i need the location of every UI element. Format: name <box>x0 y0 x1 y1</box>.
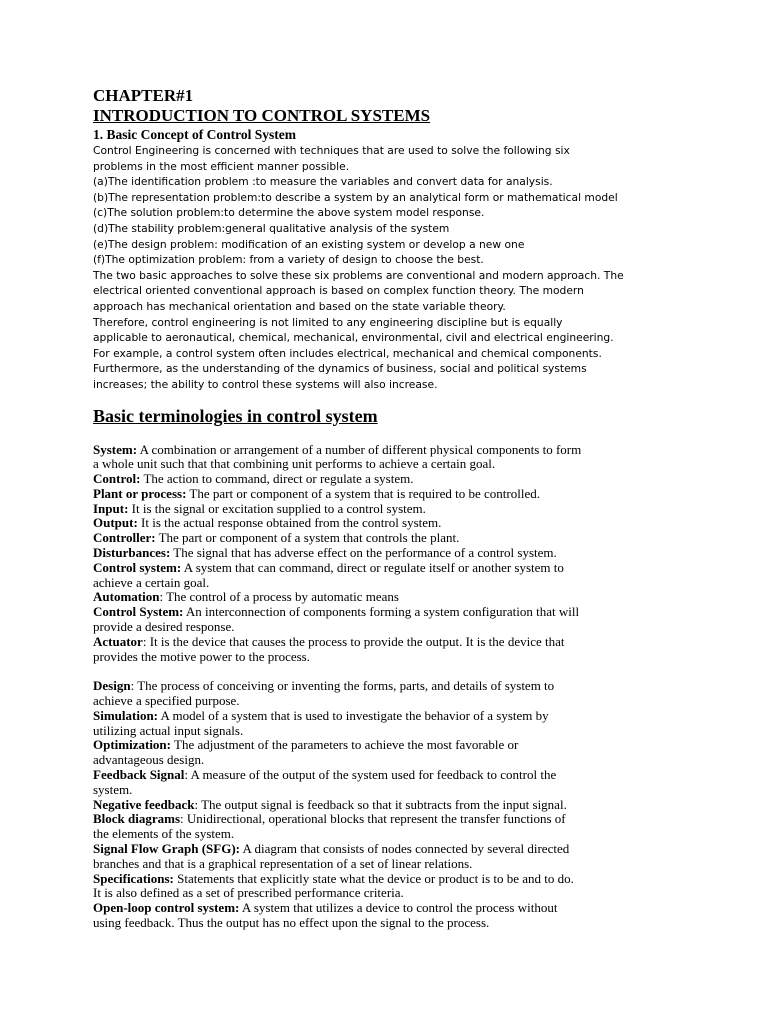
term-name: Disturbances: <box>93 545 171 561</box>
term-entry <box>93 709 653 739</box>
term-entry <box>93 768 653 798</box>
term-line <box>93 443 653 458</box>
term-definition: Statements that explicitly state what the device or product is to be and to do. <box>173 870 574 886</box>
term-definition: A system that can command, direct or regulate itself or another system to <box>181 559 564 575</box>
term-name: Control system: <box>93 559 182 575</box>
term-name: Automation <box>93 589 160 605</box>
term-name: Actuator <box>93 633 143 649</box>
term-entry <box>93 901 653 931</box>
term-name: Negative feedback <box>93 796 195 812</box>
term-name: Feedback Signal <box>93 767 185 783</box>
intro-line: increases; the ability to control these systems will also increase. <box>93 377 438 391</box>
term-entry <box>93 472 653 487</box>
intro-line: (c)The solution problem:to determine the above system model response. <box>93 206 485 220</box>
term-line <box>93 872 653 887</box>
intro-line: applicable to aeronautical, chemical, mechanical, environmental, civil and electrical engineering. <box>93 331 614 345</box>
term-line <box>93 798 653 813</box>
term-entry <box>93 531 653 546</box>
term-definition: provide a desired response. <box>93 619 235 635</box>
term-entry <box>93 812 653 842</box>
term-definition: utilizing actual input signals. <box>93 722 244 738</box>
term-definition: : Unidirectional, operational blocks that represent the transfer functions of <box>180 811 566 827</box>
term-line <box>93 694 653 709</box>
term-entry <box>93 443 653 473</box>
term-line <box>93 812 653 827</box>
term-definition: A diagram that consists of nodes connected by several directed <box>240 841 570 857</box>
term-line <box>93 620 653 635</box>
term-line <box>93 472 653 487</box>
term-line <box>93 650 653 665</box>
term-entry <box>93 502 653 517</box>
term-line <box>93 886 653 901</box>
term-definition: : The process of conceiving or inventing the forms, parts, and details of system to <box>130 678 555 694</box>
term-entry <box>93 561 653 591</box>
term-line <box>93 679 653 694</box>
term-definition: : The control of a process by automatic means <box>159 589 399 605</box>
term-definition: The part or component of a system that is required to be controlled. <box>186 485 540 501</box>
term-name: Output: <box>93 515 138 531</box>
document-page <box>93 86 653 931</box>
term-name: Block diagrams <box>93 811 181 827</box>
term-name: Controller: <box>93 530 156 546</box>
term-entry <box>93 738 653 768</box>
term-line <box>93 753 653 768</box>
intro-line: problems in the most efficient manner possible. <box>93 159 350 173</box>
intro-paragraph <box>93 143 653 393</box>
term-line <box>93 576 653 591</box>
term-name: Optimization: <box>93 737 171 753</box>
term-name: Input: <box>93 500 129 516</box>
intro-line: (f)The optimization problem: from a variety of design to choose the best. <box>93 253 484 267</box>
term-name: Control System: <box>93 604 184 620</box>
term-definition: The adjustment of the parameters to achieve the most favorable or <box>171 737 519 753</box>
term-definition: advantageous design. <box>93 752 205 768</box>
term-name: Open-loop control system: <box>93 900 240 916</box>
term-line <box>93 916 653 931</box>
term-entry <box>93 590 653 605</box>
term-definition: system. <box>93 781 133 797</box>
term-name: Plant or process: <box>93 485 187 501</box>
term-entry <box>93 516 653 531</box>
term-line <box>93 561 653 576</box>
term-definition: achieve a certain goal. <box>93 574 210 590</box>
term-line <box>93 546 653 561</box>
term-line <box>93 783 653 798</box>
term-definition: using feedback. Thus the output has no effect upon the signal to the process. <box>93 915 490 930</box>
term-line <box>93 738 653 753</box>
section-heading-terminologies: Basic terminologies in control system <box>93 405 378 426</box>
term-name: Control: <box>93 471 141 487</box>
term-line <box>93 857 653 872</box>
term-name: Simulation: <box>93 707 159 723</box>
term-line <box>93 487 653 502</box>
term-line <box>93 457 653 472</box>
chapter-label: CHAPTER#1 <box>93 86 194 105</box>
intro-line: electrical oriented conventional approach is based on complex function theory. The modern <box>93 284 584 298</box>
intro-line: (a)The identification problem :to measure the variables and convert data for analysis. <box>93 175 553 189</box>
term-definition: branches and that is a graphical representation of a set of linear relations. <box>93 855 473 871</box>
term-definition: It is the actual response obtained from the control system. <box>137 515 442 531</box>
term-definition: A system that utilizes a device to control the process without <box>239 900 558 916</box>
intro-line: For example, a control system often includes electrical, mechanical and chemical components. <box>93 346 602 360</box>
term-entry <box>93 679 653 709</box>
terminology-list-continued <box>93 679 653 931</box>
term-line <box>93 724 653 739</box>
term-definition: achieve a specified purpose. <box>93 693 240 709</box>
term-line <box>93 531 653 546</box>
term-line <box>93 590 653 605</box>
term-definition: provides the motive power to the process. <box>93 648 310 664</box>
term-entry <box>93 605 653 635</box>
term-definition: a whole unit such that that combining unit performs to achieve a certain goal. <box>93 456 496 472</box>
term-definition: the elements of the system. <box>93 826 235 842</box>
term-name: Design <box>93 678 131 694</box>
terminology-list <box>93 443 653 665</box>
term-definition: : It is the device that causes the process to provide the output. It is the device that <box>142 633 565 649</box>
term-definition: : A measure of the output of the system used for feedback to control the <box>184 767 557 783</box>
term-definition: The action to command, direct or regulate a system. <box>140 471 414 487</box>
term-line <box>93 901 653 916</box>
term-definition: The part or component of a system that controls the plant. <box>155 530 460 546</box>
term-name: Signal Flow Graph (SFG): <box>93 841 240 857</box>
intro-line: approach has mechanical orientation and based on the state variable theory. <box>93 299 506 313</box>
intro-line: (e)The design problem: modification of an existing system or develop a new one <box>93 237 525 251</box>
term-definition: : The output signal is feedback so that it subtracts from the input signal. <box>194 796 567 812</box>
term-name: System: <box>93 441 138 457</box>
term-line <box>93 827 653 842</box>
term-entry <box>93 546 653 561</box>
intro-line: The two basic approaches to solve these six problems are conventional and modern approach. The <box>93 268 624 282</box>
term-entry <box>93 872 653 902</box>
intro-line: (b)The representation problem:to describe a system by an analytical form or mathematical model <box>93 190 618 204</box>
term-definition: It is the signal or excitation supplied to a control system. <box>128 500 426 516</box>
term-definition: A combination or arrangement of a number of different physical components to form <box>137 441 582 457</box>
term-entry <box>93 798 653 813</box>
term-line <box>93 635 653 650</box>
intro-line: (d)The stability problem:general qualitative analysis of the system <box>93 221 450 235</box>
section-heading-basic-concept: 1. Basic Concept of Control System <box>93 127 296 142</box>
term-line <box>93 605 653 620</box>
chapter-title: INTRODUCTION TO CONTROL SYSTEMS <box>93 106 431 125</box>
term-definition: A model of a system that is used to investigate the behavior of a system by <box>158 707 549 723</box>
intro-line: Therefore, control engineering is not limited to any engineering discipline but is equally <box>93 315 563 329</box>
term-line <box>93 516 653 531</box>
term-entry <box>93 842 653 872</box>
term-name: Specifications: <box>93 870 174 886</box>
term-line <box>93 842 653 857</box>
term-line <box>93 768 653 783</box>
term-entry <box>93 635 653 665</box>
term-definition: An interconnection of components forming a system configuration that will <box>183 604 580 620</box>
term-definition: It is also defined as a set of prescribed performance criteria. <box>93 885 404 901</box>
intro-line: Control Engineering is concerned with techniques that are used to solve the following six <box>93 144 570 157</box>
term-definition: The signal that has adverse effect on the performance of a control system. <box>170 545 557 561</box>
term-line <box>93 709 653 724</box>
intro-line: Furthermore, as the understanding of the dynamics of business, social and political systems <box>93 362 587 376</box>
term-line <box>93 502 653 517</box>
term-entry <box>93 487 653 502</box>
